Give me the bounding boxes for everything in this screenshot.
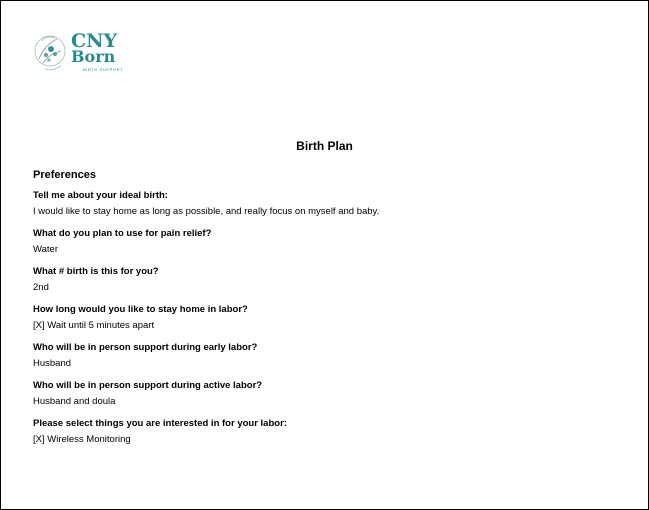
answer-text: Husband bbox=[33, 358, 72, 369]
document-content bbox=[33, 169, 623, 456]
question-block bbox=[33, 380, 623, 408]
question-block bbox=[33, 342, 623, 370]
question-label: Who will be in person support during active labor? bbox=[33, 380, 263, 391]
answer-text: 2nd bbox=[33, 282, 49, 293]
logo-name-line1: CNY bbox=[71, 30, 118, 52]
question-label: How long would you like to stay home in labor? bbox=[33, 304, 248, 315]
answer-text: Water bbox=[33, 244, 58, 255]
section-heading: Preferences bbox=[33, 169, 96, 181]
answer-text: Husband and doula bbox=[33, 396, 116, 407]
answer-text: [X] Wait until 5 minutes apart bbox=[33, 320, 155, 331]
question-block bbox=[33, 304, 623, 332]
answer-text: I would like to stay home as long as possible, and really focus on myself and baby. bbox=[33, 206, 380, 217]
logo-tagline: BIRTH SUPPORT bbox=[83, 67, 124, 72]
logo-name-line2: Born bbox=[71, 47, 116, 66]
question-label: Tell me about your ideal birth: bbox=[33, 190, 168, 201]
question-label: What # birth is this for you? bbox=[33, 266, 159, 277]
question-block bbox=[33, 228, 623, 256]
floral-emblem-icon bbox=[31, 29, 71, 77]
question-label: What do you plan to use for pain relief? bbox=[33, 228, 212, 239]
question-label: Please select things you are interested in for your labor: bbox=[33, 418, 287, 429]
question-block bbox=[33, 266, 623, 294]
answer-text: [X] Wireless Monitoring bbox=[33, 434, 131, 445]
question-label: Who will be in person support during early labor? bbox=[33, 342, 258, 353]
question-block bbox=[33, 418, 623, 446]
document-title: Birth Plan bbox=[296, 139, 353, 153]
question-block bbox=[33, 190, 623, 218]
cny-born-logo bbox=[31, 29, 124, 77]
